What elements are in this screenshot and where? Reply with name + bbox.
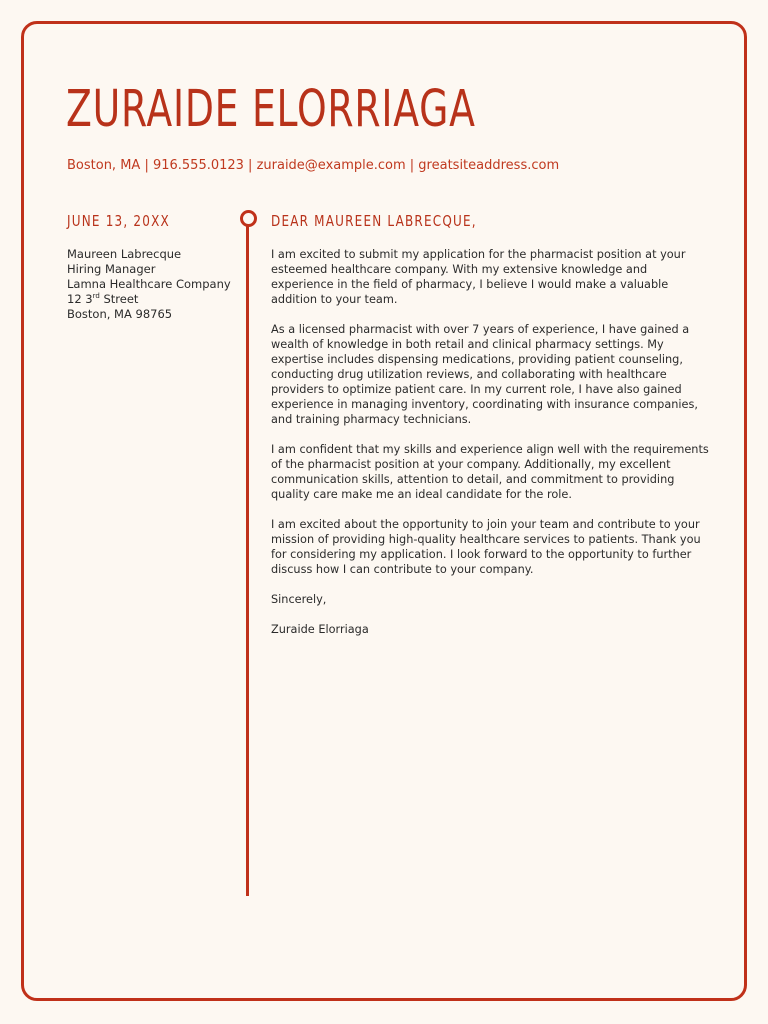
recipient-company: Lamna Healthcare Company — [67, 277, 231, 291]
recipient-street — [67, 292, 231, 307]
body-paragraph: I am excited to submit my application for the pharmacist position at your esteemed healthcare company. With my extensive knowledge and experience in the field of pharmacy, I believe I would make a valuable addition to your team. — [271, 248, 686, 306]
body-paragraph: I am confident that my skills and experience align well with the requirements of the pharmacist position at your company. Additionally, my excellent communication skills, attention to detail, and commitment to providing quality care make me an ideal candidate for the role. — [271, 443, 709, 501]
body-paragraph: I am excited about the opportunity to join your team and contribute to your mission of providing high-quality healthcare services to patients. Thank you for considering my application. I look forward to the opportunity to further discuss how I can contribute to your company. — [271, 518, 701, 576]
closing: Sincerely, — [271, 593, 327, 606]
timeline-divider — [246, 226, 249, 896]
recipient-block — [67, 247, 231, 322]
letter-body — [271, 247, 711, 652]
applicant-name: ZURAIDE ELORRIAGA — [66, 80, 476, 139]
recipient-name: Maureen Labrecque — [67, 247, 182, 261]
street-ordinal: rd — [92, 292, 100, 301]
timeline-circle-icon — [240, 210, 257, 227]
letter-date: JUNE 13, 20XX — [67, 212, 170, 230]
contact-info: Boston, MA | 916.555.0123 | zuraide@example.com | greatsiteaddress.com — [67, 158, 560, 173]
recipient-city: Boston, MA 98765 — [67, 307, 173, 321]
street-name: Street — [99, 292, 139, 306]
signature: Zuraide Elorriaga — [271, 623, 369, 636]
street-number: 12 3 — [67, 292, 93, 306]
recipient-title: Hiring Manager — [67, 262, 156, 276]
body-paragraph: As a licensed pharmacist with over 7 years of experience, I have gained a wealth of knowledge in both retail and clinical pharmacy settings. My expertise includes dispensing medications, providing patient counseling, conducting drug utilization reviews, and collaborating with healthcare providers to optimize patient care. In my current role, I have also gained experience in managing inventory, coordinating with insurance companies, and training pharmacy technicians. — [271, 323, 698, 426]
salutation: DEAR MAUREEN LABRECQUE, — [271, 212, 477, 230]
